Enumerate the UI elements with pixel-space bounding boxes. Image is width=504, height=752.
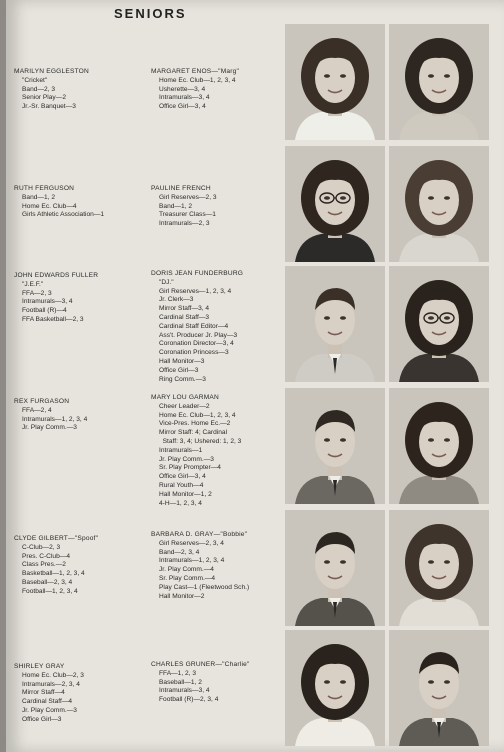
senior-entry: [151, 185, 217, 229]
senior-entry: [151, 394, 241, 508]
activity-line: Usherette—3, 4: [159, 85, 206, 93]
activity-line: Senior Play—2: [22, 94, 66, 102]
activity-line: Office Girl—3: [159, 366, 199, 374]
senior-portrait-photo: [285, 266, 385, 382]
activity-line: Pres. C-Club—4: [22, 552, 71, 560]
activity-line: Vice-Pres. Home Ec.—2: [159, 420, 231, 428]
activity-line: Intramurals—3, 4: [159, 687, 210, 695]
activity-line: Band—1, 2: [22, 193, 55, 201]
activity-line: Jr.-Sr. Banquet—3: [22, 103, 76, 111]
senior-entry: [151, 68, 239, 112]
senior-entry: [14, 185, 104, 220]
activity-line: Football (R)—4: [22, 307, 67, 315]
senior-portrait-photo: [389, 630, 489, 746]
senior-entry: [151, 270, 243, 384]
senior-entry: [14, 272, 98, 325]
activity-line: Home Ec. Club—1, 2, 3, 4: [159, 76, 236, 84]
activity-line: Band—1, 2: [159, 202, 192, 210]
activity-line: Home Ec. Club—1, 2, 3, 4: [159, 411, 236, 419]
senior-entry: [14, 68, 89, 112]
activity-line: Intramurals—2, 3, 4: [22, 680, 80, 688]
activity-line: Basketball—1, 2, 3, 4: [22, 570, 85, 578]
senior-portrait-photo: [389, 266, 489, 382]
activity-line: FFA—2, 4: [22, 406, 52, 414]
senior-nickname: "DJ.": [159, 278, 174, 286]
senior-name: REX FURGASON: [14, 398, 70, 405]
activity-line: Mirror Staff—3, 4: [159, 305, 210, 313]
activity-line: Hall Monitor—2: [159, 592, 205, 600]
activity-line: Cardinal Staff—3: [159, 313, 210, 321]
activity-line: Home Ec. Club—2, 3: [22, 671, 84, 679]
activity-line: Class Pres.—2: [22, 561, 66, 569]
senior-portrait-photo: [285, 510, 385, 626]
page-heading: SENIORS: [114, 6, 187, 21]
activity-line: Intramurals—1, 2, 3, 4: [22, 415, 88, 423]
senior-name: DORIS JEAN FUNDERBURG: [151, 270, 244, 277]
activity-line: Jr. Clerk—3: [159, 296, 194, 304]
activity-line: Band—2, 3, 4: [159, 548, 200, 556]
activity-line: Hall Monitor—3: [159, 357, 205, 365]
activity-line: Football (R)—2, 3, 4: [159, 696, 219, 704]
activity-line: Girl Reserves—2, 3, 4: [159, 539, 224, 547]
activity-line: Rural Youth—4: [159, 481, 204, 489]
senior-name: CHARLES GRUNER—"Charlie": [151, 661, 250, 668]
senior-portrait-photo: [285, 388, 385, 504]
senior-portrait-photo: [389, 510, 489, 626]
activity-line: Cardinal Staff—4: [22, 698, 73, 706]
activity-line: Intramurals—1: [159, 446, 203, 454]
activity-line: Girl Reserves—2, 3: [159, 193, 217, 201]
senior-name: JOHN EDWARDS FULLER: [14, 272, 99, 279]
activity-line: Girl Reserves—1, 2, 3, 4: [159, 287, 232, 295]
senior-portrait-photo: [285, 146, 385, 262]
senior-nickname: "J.E.F.": [22, 280, 44, 288]
activity-line: Office Girl—3: [22, 715, 62, 723]
senior-portrait-photo: [285, 630, 385, 746]
activity-line: 4-H—1, 2, 3, 4: [159, 499, 202, 507]
activity-line: Hall Monitor—1, 2: [159, 490, 212, 498]
activity-line: FFA—2, 3: [22, 289, 52, 297]
activity-line: Play Cast—1 (Fleetwood Sch.): [159, 583, 250, 591]
activity-line: Ring Comm.—3: [159, 375, 206, 383]
activity-line: FFA Basketball—2, 3: [22, 315, 84, 323]
yearbook-page: [6, 0, 504, 752]
activity-line: Home Ec. Club—4: [22, 202, 77, 210]
activity-line: Jr. Play Comm.—3: [22, 706, 77, 714]
activity-line: Jr. Play Comm.—3: [22, 424, 77, 432]
activity-line: Office Girl—3, 4: [159, 473, 206, 481]
activity-line: Coronation Director—3, 4: [159, 340, 234, 348]
activity-line: Intramurals—1, 2, 3, 4: [159, 557, 225, 565]
activity-line: Ass't. Producer Jr. Play—3: [159, 331, 238, 339]
activity-line: C-Club—2, 3: [22, 543, 61, 551]
activity-line: Sr. Play Comm.—4: [159, 574, 216, 582]
activity-line: Football—1, 2, 3, 4: [22, 587, 78, 595]
senior-name: PAULINE FRENCH: [151, 185, 211, 192]
senior-name: CLYDE GILBERT—"Spoof": [14, 535, 99, 542]
senior-entry: [14, 398, 87, 433]
senior-entry: [14, 535, 98, 597]
activity-line: Intramurals—3, 4: [22, 298, 73, 306]
activity-line: Mirror Staff: 4; Cardinal: [159, 429, 228, 437]
senior-name: BARBARA D. GRAY—"Bobbie": [151, 531, 248, 538]
senior-portrait-photo: [389, 146, 489, 262]
activity-line: Mirror Staff—4: [22, 689, 65, 697]
activity-line: Sr. Play Prompter—4: [159, 464, 221, 472]
activity-line: Treasurer Class—1: [159, 211, 216, 219]
activity-line: Girls Athletic Association—1: [22, 211, 105, 219]
activity-line: FFA—1, 2, 3: [159, 669, 197, 677]
senior-portrait-photo: [389, 388, 489, 504]
activity-line: Baseball—2, 3, 4: [22, 578, 73, 586]
senior-name: SHIRLEY GRAY: [14, 663, 65, 670]
activity-line: Intramurals—2, 3: [159, 220, 210, 228]
activity-line: Office Girl—3, 4: [159, 103, 206, 111]
senior-entry: [151, 661, 250, 705]
senior-portrait-photo: [285, 24, 385, 140]
activity-line: Baseball—1, 2: [159, 678, 202, 686]
senior-portrait-photo: [389, 24, 489, 140]
senior-entry: [14, 663, 84, 725]
activity-line: Staff: 3, 4; Ushered: 1, 2, 3: [159, 437, 242, 445]
senior-name: RUTH FERGUSON: [14, 185, 75, 192]
activity-line: Intramurals—3, 4: [159, 94, 210, 102]
activity-line: Jr. Play Comm.—3: [159, 455, 214, 463]
activity-line: Cardinal Staff Editor—4: [159, 322, 229, 330]
activity-line: Band—2, 3: [22, 85, 55, 93]
senior-entry: [151, 531, 249, 601]
senior-name: MARILYN EGGLESTON: [14, 68, 89, 75]
activity-line: Cheer Leader—2: [159, 402, 210, 410]
senior-nickname: "Cricket": [22, 76, 48, 84]
senior-name: MARGARET ENOS—"Marg": [151, 68, 240, 75]
activity-line: Jr. Play Comm.—4: [159, 566, 214, 574]
senior-name: MARY LOU GARMAN: [151, 394, 219, 401]
activity-line: Coronation Princess—3: [159, 349, 229, 357]
